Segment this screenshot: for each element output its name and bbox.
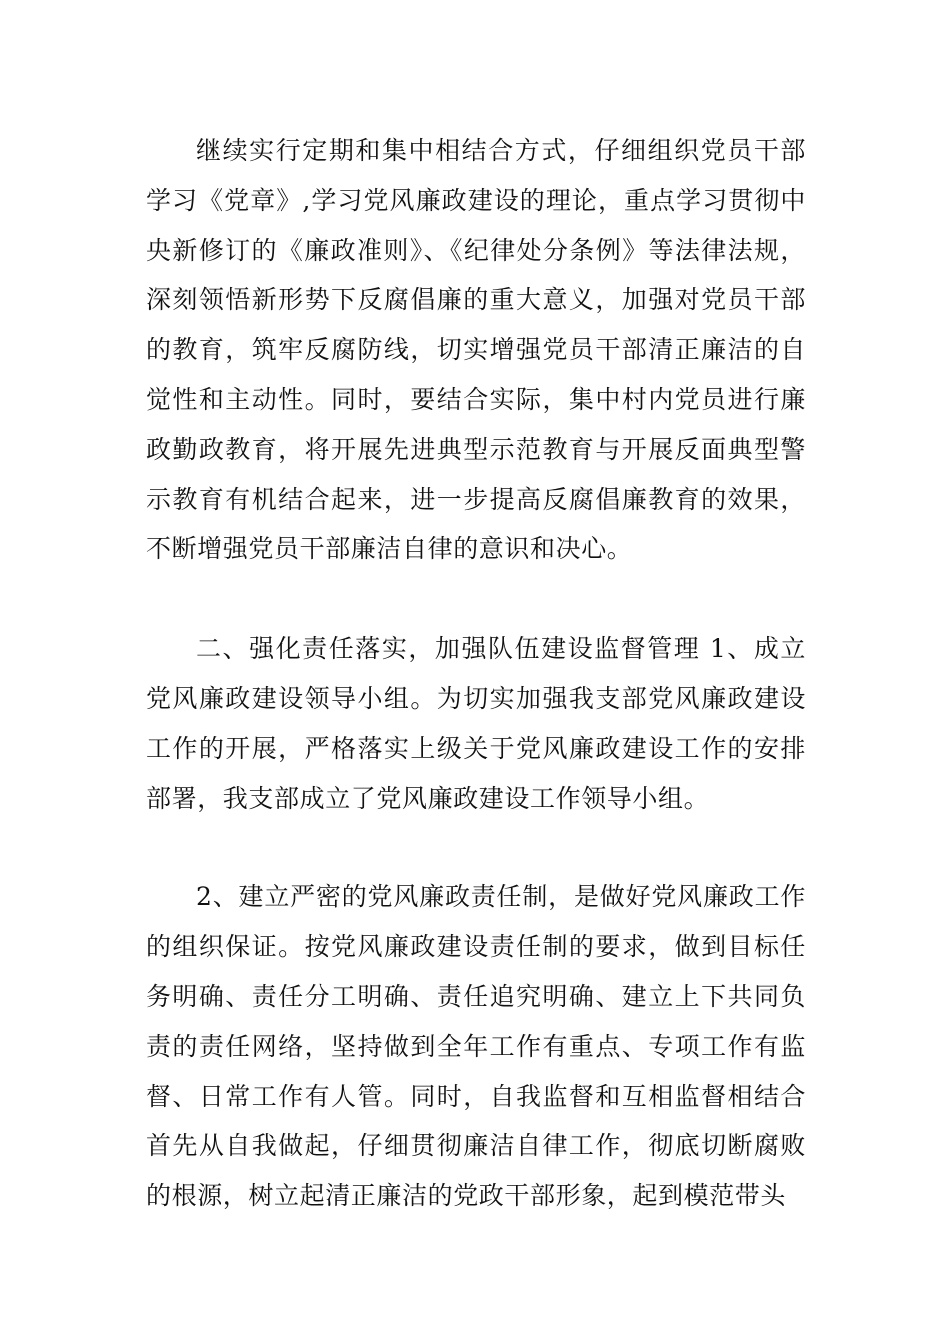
paragraph-study-education: 继续实行定期和集中相结合方式，仔细组织党员干部学习《党章》,学习党风廉政建设的理论，重点学习贯彻中央新修订的《廉政准则》、《纪律处分条例》等法律法规，深刻领悟新形势下反腐倡廉的重大意义，加强对党员干部的教育，筑牢反腐防线，切实增强党员干部清正廉洁的自觉性和主动性。同时，要结合实际，集中村内党员进行廉政勤政教育，将开展先进典型示范教育与开展反面典型警示教育有机结合起来，进一步提高反腐倡廉教育的效果，不断增强党员干部廉洁自律的意识和决心。: [146, 136, 806, 564]
paragraph-responsibility-leadership-group: 二、强化责任落实，加强队伍建设监督管理 1、成立党风廉政建设领导小组。为切实加强我支部党风廉政建设工作的开展，严格落实上级关于党风廉政建设工作的安排部署，我支部成立了党风廉政建设工作领导小组。: [146, 634, 806, 813]
document-body: [146, 126, 806, 1221]
paragraph-responsibility-system: 2、建立严密的党风廉政责任制，是做好党风廉政工作的组织保证。按党风廉政建设责任制的要求，做到目标任务明确、责任分工明确、责任追究明确、建立上下共同负责的责任网络，坚持做到全年工作有重点、专项工作有监督、日常工作有人管。同时，自我监督和互相监督相结合首先从自我做起，仔细贯彻廉洁自律工作，彻底切断腐败的根源，树立起清正廉洁的党政干部形象，起到模范带头: [146, 882, 806, 1211]
